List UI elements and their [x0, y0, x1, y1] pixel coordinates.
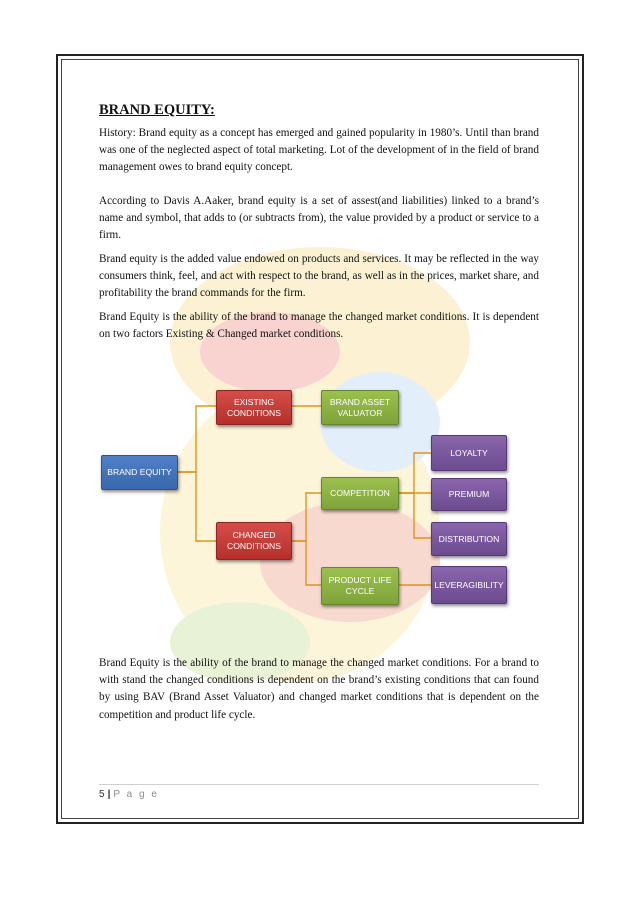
brand-asset-valuator-node: BRAND ASSET VALUATOR: [321, 390, 399, 425]
added-value-paragraph: Brand equity is the added value endowed on products and services. It may be reflected in the way consumers think, feel, and act with respect to the brand, as well as in the prices, market share, and profitability the brand commands for the firm.: [99, 253, 539, 300]
product-life-cycle-node: PRODUCT LIFE CYCLE: [321, 567, 399, 605]
footer-separator: |: [107, 789, 111, 800]
premium-node: PREMIUM: [431, 478, 507, 511]
page-number: 5: [99, 789, 105, 800]
page-label: P a g e: [113, 789, 159, 800]
footer-divider: [99, 784, 539, 785]
existing-conditions-node: EXISTING CONDITIONS: [216, 390, 292, 425]
competition-node: COMPETITION: [321, 477, 399, 510]
brand-equity-node: BRAND EQUITY: [101, 455, 178, 490]
section-title: BRAND EQUITY:: [99, 102, 215, 118]
distribution-node: DISTRIBUTION: [431, 522, 507, 556]
history-paragraph: History: Brand equity as a concept has emerged and gained popularity in 1980’s. Until than brand was one of the neglected aspect of total marketing. Lot of the development of in the field of brand management owes to brand equity concept.: [99, 127, 539, 174]
page-footer: [99, 789, 159, 800]
changed-conditions-node: CHANGED CONDITIONS: [216, 522, 292, 560]
ability-paragraph: Brand Equity is the ability of the brand to manage the changed market conditions. It is dependent on two factors Existing & Changed market conditions.: [99, 311, 539, 341]
loyalty-node: LOYALTY: [431, 435, 507, 471]
leveragibility-node: LEVERAGIBILITY: [431, 566, 507, 604]
aaker-definition-paragraph: According to Davis A.Aaker, brand equity is a set of assest(and liabilities) linked to a brand’s name and symbol, that adds to (or subtracts from), the value provided by a product or service to a firm.: [99, 195, 539, 242]
closing-paragraph: Brand Equity is the ability of the brand to manage the changed market conditions. For a brand to with stand the changed conditions is dependent on the brand’s existing conditions that can found by using BAV (Brand Asset Valuator) and changed market conditions that is dependent on the competition and product life cycle.: [99, 657, 539, 721]
